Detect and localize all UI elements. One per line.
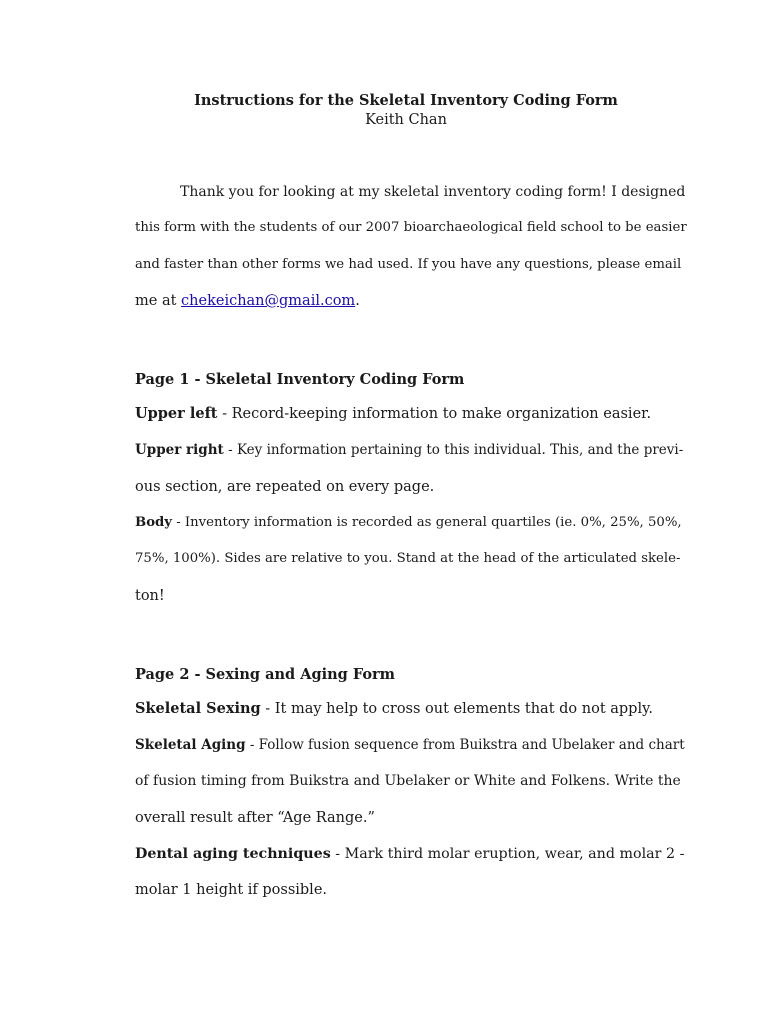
dental-text-2: molar 1 height if possible. — [135, 882, 328, 898]
upper-left-label: Upper left — [135, 405, 218, 422]
aging-text-1: - Follow fusion sequence from Buikstra and Ubelaker and chart — [245, 737, 685, 753]
page1-heading: Page 1 - Skeletal Inventory Coding Form — [135, 371, 465, 388]
upper-right-entry — [135, 441, 683, 459]
intro-line-1: Thank you for looking at my skeletal inventory coding form! I designed — [180, 184, 686, 200]
sexing-entry — [135, 700, 653, 718]
body-text-2: 75%, 100%). Sides are relative to you. Stand at the head of the articulated skele- — [135, 551, 681, 566]
dental-text-1: - Mark third molar eruption, wear, and molar 2 - — [330, 846, 685, 862]
upper-right-text-2: ous section, are repeated on every page. — [135, 479, 435, 495]
body-entry — [135, 514, 682, 532]
intro-line-3: and faster than other forms we had used. If you have any questions, please email — [135, 257, 682, 272]
upper-left-entry — [135, 405, 651, 423]
intro-line-4-prefix: me at — [135, 293, 182, 309]
aging-label: Skeletal Aging — [135, 737, 246, 753]
intro-line-2: this form with the students of our 2007 bioarchaeological field school to be easier — [135, 220, 687, 235]
page2-heading: Page 2 - Sexing and Aging Form — [135, 666, 396, 683]
aging-text-2: of fusion timing from Buikstra and Ubelaker or White and Folkens. Write the — [135, 773, 681, 789]
body-label: Body — [135, 515, 173, 530]
body-text-3: ton! — [135, 588, 165, 604]
upper-left-text: - Record-keeping information to make organization easier. — [217, 406, 652, 422]
document-title: Instructions for the Skeletal Inventory Coding Form — [194, 92, 618, 109]
email-link[interactable]: chekeichan@gmail.com — [181, 293, 356, 309]
dental-entry — [135, 845, 684, 863]
body-text-1: - Inventory information is recorded as general quartiles (ie. 0%, 25%, 50%, — [172, 515, 682, 530]
intro-line-4 — [135, 292, 360, 310]
dental-label: Dental aging techniques — [135, 846, 331, 862]
aging-text-3: overall result after “Age Range.” — [135, 810, 375, 826]
sexing-label: Skeletal Sexing — [135, 700, 261, 717]
sexing-text: - It may help to cross out elements that do not apply. — [260, 701, 653, 717]
upper-right-label: Upper right — [135, 442, 224, 458]
document-author: Keith Chan — [365, 112, 447, 128]
aging-entry — [135, 736, 685, 754]
upper-right-text-1: - Key information pertaining to this individual. This, and the previ- — [223, 442, 684, 458]
intro-line-4-suffix: . — [355, 293, 360, 309]
